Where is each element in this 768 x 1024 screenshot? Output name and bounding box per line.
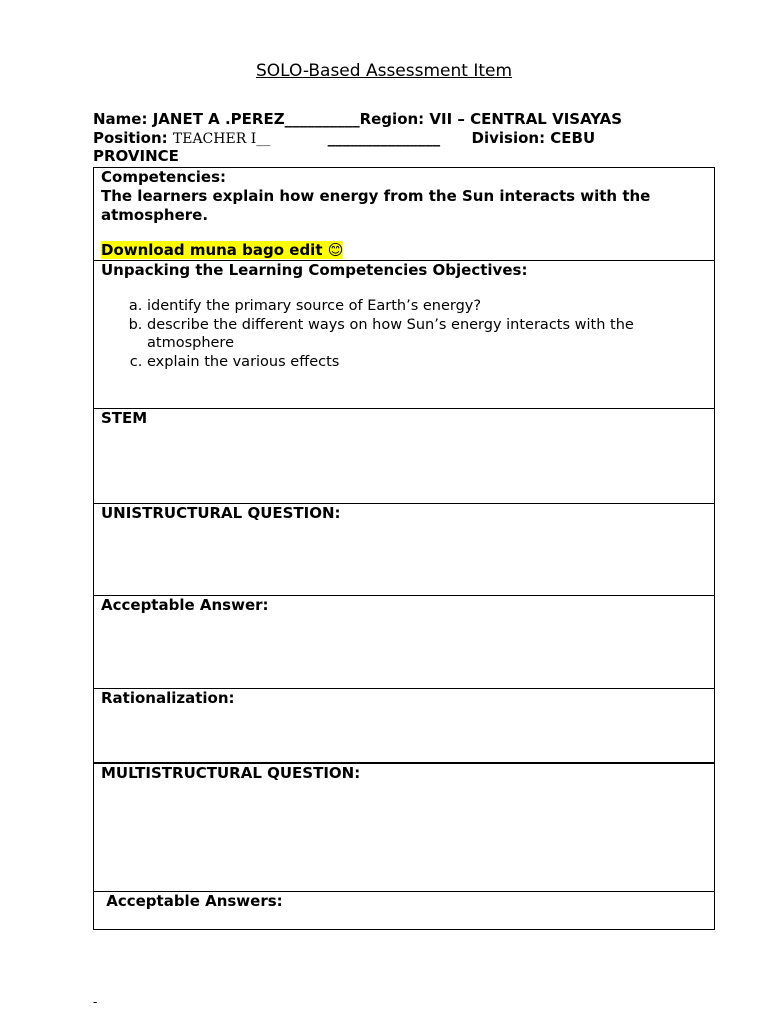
stem-label: STEM — [101, 409, 148, 427]
multistructural-label: MULTISTRUCTURAL QUESTION: — [101, 764, 361, 782]
acceptable-answers-cell — [94, 891, 714, 930]
download-note: Download muna bago edit 😊 — [101, 241, 344, 259]
acceptable-answer-cell — [94, 595, 714, 688]
position-division-line — [93, 129, 595, 149]
multistructural-cell — [94, 762, 714, 891]
acceptable-answer-label: Acceptable Answer: — [101, 596, 269, 614]
division-text: _______________ Division: CEBU — [270, 129, 596, 147]
name-region-line: Name: JANET A .PEREZ__________Region: VII – CENTRAL VISAYAS — [93, 110, 623, 128]
footer-mark: - — [93, 995, 98, 1009]
objective-item: b. describe the different ways on how Sun’s energy interacts with the atmosphere — [147, 316, 707, 353]
rationalization-cell — [94, 688, 714, 763]
competencies-label: Competencies: — [101, 168, 227, 186]
position-label: Position: — [93, 129, 173, 147]
province-line: PROVINCE — [93, 147, 179, 165]
objectives-cell — [94, 260, 714, 408]
objectives-label: Unpacking the Learning Competencies Objectives: — [101, 261, 528, 279]
competencies-text: The learners explain how energy from the Sun interacts with the atmosphere. — [101, 187, 651, 224]
objectives-list — [101, 297, 707, 371]
acceptable-answers-label: Acceptable Answers: — [101, 892, 283, 910]
rationalization-label: Rationalization: — [101, 689, 235, 707]
position-value: TEACHER I__ — [172, 131, 271, 147]
unistructural-label: UNISTRUCTURAL QUESTION: — [101, 504, 341, 522]
objective-item: c. explain the various effects — [147, 353, 707, 372]
stem-cell — [94, 408, 714, 503]
competencies-cell — [94, 168, 714, 261]
assessment-table — [93, 167, 715, 930]
document-title: SOLO-Based Assessment Item — [255, 61, 513, 81]
unistructural-cell — [94, 503, 714, 596]
objective-item: a. identify the primary source of Earth’s energy? — [147, 297, 707, 316]
